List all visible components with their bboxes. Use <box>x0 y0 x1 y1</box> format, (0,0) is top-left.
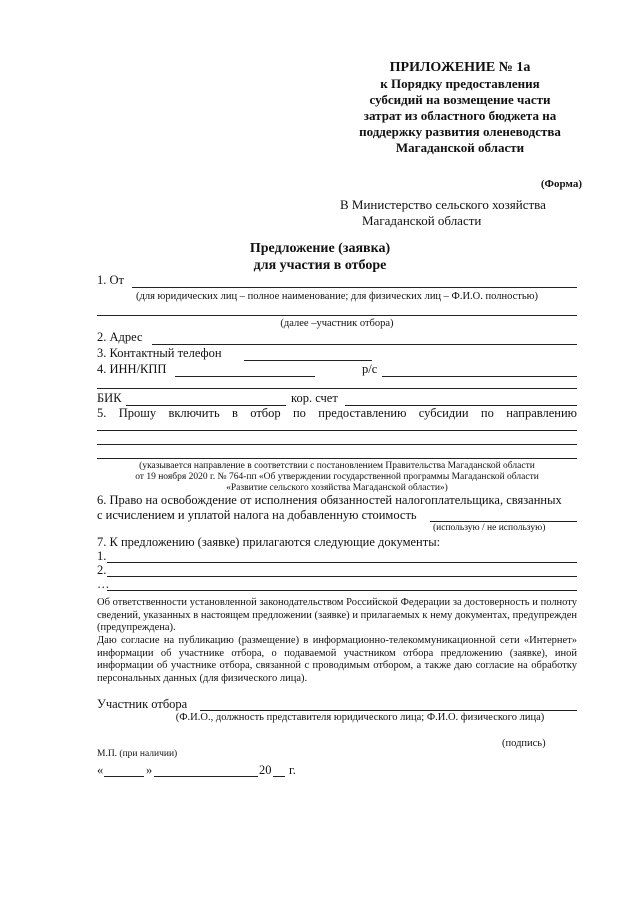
item5-note <box>97 461 577 494</box>
responsibility-text: Об ответственности установленной законодательством Российской Федерации за достоверность и полноту сведений, указанных в настоящем предложении (заявке) и прилагаемых к нему документах, предупрежден (предупреждена). <box>97 597 577 633</box>
phone-line[interactable] <box>244 360 372 361</box>
appendix-block <box>330 60 590 156</box>
inn-label: 4. ИНН/КПП <box>97 362 167 376</box>
date-day-line[interactable] <box>104 776 144 777</box>
item5-text: 5. Прошу включить в отбор по предоставлению субсидии по направлению <box>97 406 577 420</box>
form-label: (Форма) <box>540 178 582 190</box>
item6-line-2: с исчислением и уплатой налога на добавленную стоимость <box>97 508 417 522</box>
from-line[interactable] <box>132 287 577 288</box>
item5-line-2[interactable] <box>97 444 577 445</box>
participant-line[interactable] <box>200 710 577 711</box>
ministry-line-1: В Министерство сельского хозяйства <box>340 197 546 212</box>
kor-label: кор. счет <box>291 391 338 405</box>
date-year-line[interactable] <box>273 776 285 777</box>
address-label: 2. Адрес <box>97 330 143 344</box>
rs-line[interactable] <box>382 376 577 377</box>
item5-note-line-2: от 19 ноября 2020 г. № 764-пп «Об утверждении государственной программы Магаданской области <box>135 472 539 482</box>
item6-line[interactable] <box>430 521 577 522</box>
bik-label: БИК <box>97 391 122 405</box>
appendix-line: затрат из областного бюджета на <box>363 108 557 123</box>
from-note: (для юридических лиц – полное наименование; для физических лиц – Ф.И.О. полностью) <box>136 291 538 302</box>
item5-line-1[interactable] <box>97 430 577 431</box>
doc-line-1[interactable] <box>107 562 577 563</box>
doc-number-1: 1. <box>97 549 107 563</box>
ministry-addressee <box>340 197 546 229</box>
from-label: 1. От <box>97 273 124 287</box>
item5-note-line-3: «Развитие сельского хозяйства Магаданской области») <box>226 483 448 493</box>
doc-number-2: 2. <box>97 563 107 577</box>
date-close-quote: » <box>146 763 153 777</box>
participant-note: (далее –участник отбора) <box>280 318 394 329</box>
doc-line-3[interactable] <box>107 590 577 591</box>
date-open-quote: « <box>97 763 104 777</box>
inn-line-2[interactable] <box>97 388 577 389</box>
year-suffix: г. <box>289 763 296 777</box>
phone-label: 3. Контактный телефон <box>97 346 222 360</box>
document-title <box>0 240 640 274</box>
appendix-line: к Порядку предоставления <box>380 76 540 91</box>
item7-text: 7. К предложению (заявке) прилагаются следующие документы: <box>97 535 441 549</box>
appendix-line: поддержку развития оленеводства <box>359 124 561 139</box>
participant-sign-note: (Ф.И.О., должность представителя юридического лица; Ф.И.О. физического лица) <box>175 712 545 723</box>
appendix-line: Магаданской области <box>395 140 525 155</box>
item6-note: (использую / не использую) <box>433 523 546 533</box>
item5-line-3[interactable] <box>97 458 577 459</box>
doc-line-2[interactable] <box>107 576 577 577</box>
participant-label: Участник отбора <box>97 697 188 711</box>
ministry-line-2: Магаданской области <box>362 213 482 228</box>
rs-label: р/с <box>362 362 378 376</box>
inn-line[interactable] <box>175 376 315 377</box>
from-line-2[interactable] <box>97 315 577 316</box>
appendix-line: субсидий на возмещение части <box>369 92 551 107</box>
stamp-label: М.П. (при наличии) <box>97 749 178 759</box>
title-line-2: для участия в отборе <box>253 258 387 273</box>
year-prefix: 20 <box>259 763 272 777</box>
title-line-1: Предложение (заявка) <box>249 241 391 256</box>
doc-number-3: … <box>97 577 110 591</box>
item5-note-line-1: (указывается направление в соответствии с постановлением Правительства Магаданской области <box>139 461 535 471</box>
sign-label: (подпись) <box>502 738 546 749</box>
consent-text: Даю согласие на публикацию (размещение) в информационно-телекоммуникационной сети «Интернет» информации об участнике отбора, о подаваемой участником отбора предложению (заявке), иной информации об участнике отбора, связанной с проводимым отбором, а также даю согласие на обработку персональных данных (для физического лица). <box>97 635 577 684</box>
appendix-title: ПРИЛОЖЕНИЕ № 1а <box>389 60 531 75</box>
address-line[interactable] <box>152 344 577 345</box>
date-month-line[interactable] <box>154 776 258 777</box>
item6-line-1: 6. Право на освобождение от исполнения обязанностей налогоплательщика, связанных <box>97 493 562 507</box>
